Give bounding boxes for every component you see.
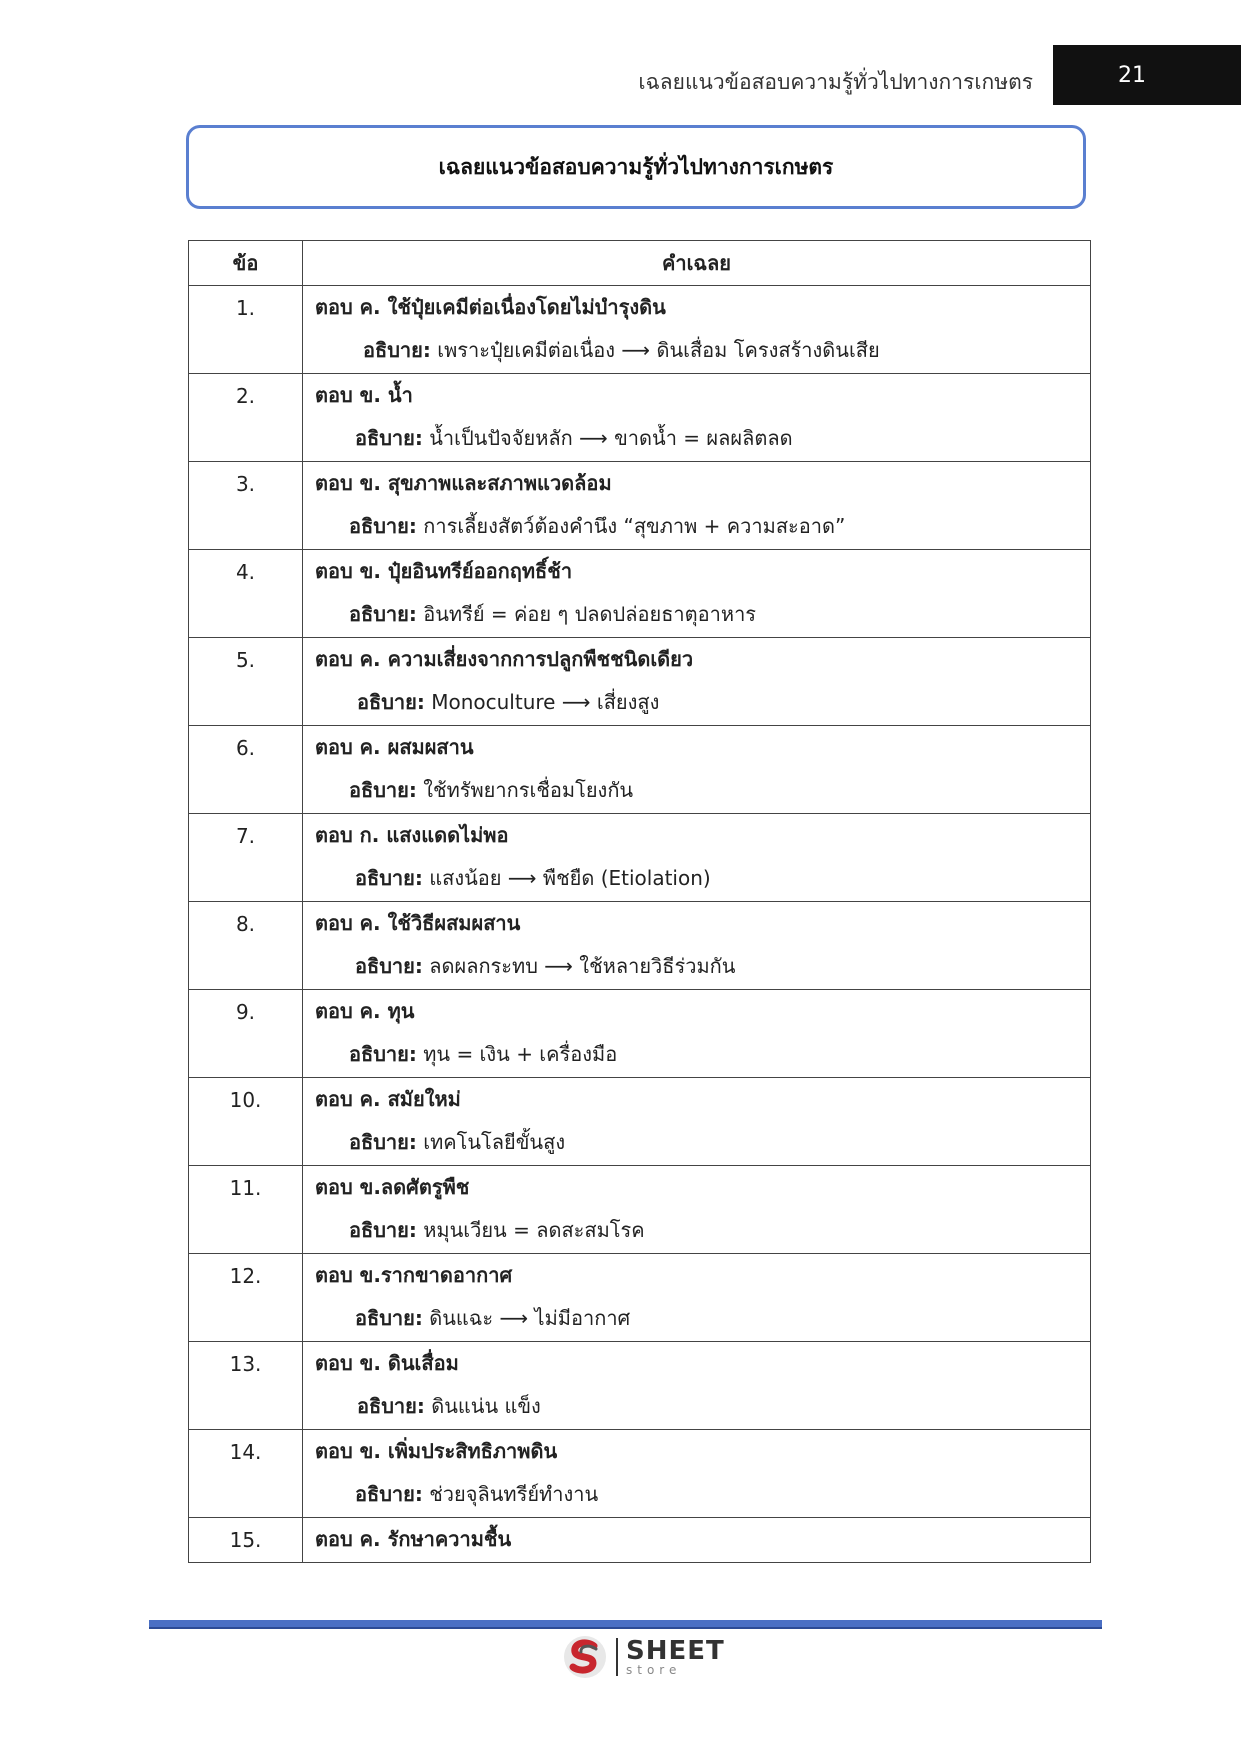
question-number: 6.	[189, 726, 303, 814]
question-number: 5.	[189, 638, 303, 726]
explanation	[315, 1386, 1090, 1426]
sheet-store-logo	[562, 1632, 725, 1682]
explanation-label: อธิบาย:	[355, 1482, 423, 1506]
answer-row	[189, 374, 1091, 462]
explanation-text: เพราะปุ๋ยเคมีต่อเนื่อง ⟶ ดินเสื่อม โครงสร้างดินเสีย	[430, 338, 880, 362]
question-number: 1.	[189, 286, 303, 374]
answer-text: ตอบ ค. ใช้วิธีผสมผสาน	[315, 911, 521, 935]
explanation-text: แสงน้อย ⟶ พืชยืด (Etiolation)	[422, 866, 711, 890]
explanation	[315, 594, 1090, 634]
explanation-text: ดินแน่น แข็ง	[424, 1394, 541, 1418]
explanation-label: อธิบาย:	[355, 954, 423, 978]
answer-cell	[303, 1518, 1091, 1563]
answer-cell	[303, 726, 1091, 814]
explanation	[315, 1122, 1090, 1162]
question-number: 12.	[189, 1254, 303, 1342]
question-number: 11.	[189, 1166, 303, 1254]
answer-table-header	[189, 241, 1091, 286]
explanation	[315, 682, 1090, 722]
answer-cell	[303, 1342, 1091, 1430]
answer-cell	[303, 286, 1091, 374]
answer-text: ตอบ ค. สมัยใหม่	[315, 1087, 461, 1111]
explanation-label: อธิบาย:	[349, 1130, 417, 1154]
answer-cell	[303, 462, 1091, 550]
explanation	[315, 1298, 1090, 1338]
explanation-label: อธิบาย:	[355, 866, 423, 890]
explanation-label: อธิบาย:	[349, 1042, 417, 1066]
column-header-answer: คำเฉลย	[303, 241, 1091, 286]
answer-text: ตอบ ข.ลดศัตรูพืช	[315, 1175, 470, 1199]
answer-cell	[303, 1430, 1091, 1518]
answer-row	[189, 1342, 1091, 1430]
question-number: 10.	[189, 1078, 303, 1166]
explanation	[315, 1474, 1090, 1514]
answer-text: ตอบ ก. แสงแดดไม่พอ	[315, 823, 509, 847]
explanation	[315, 418, 1090, 458]
question-number: 9.	[189, 990, 303, 1078]
logo-divider	[616, 1638, 618, 1676]
explanation-text: เทคโนโลยีขั้นสูง	[416, 1130, 566, 1154]
answer-cell	[303, 1166, 1091, 1254]
answer-cell	[303, 1078, 1091, 1166]
question-number: 8.	[189, 902, 303, 990]
explanation-text: ลดผลกระทบ ⟶ ใช้หลายวิธีร่วมกัน	[422, 954, 736, 978]
explanation	[315, 506, 1090, 546]
answer-text: ตอบ ค. ทุน	[315, 999, 415, 1023]
answer-row	[189, 1518, 1091, 1563]
page-number-box	[1053, 45, 1241, 105]
answer-row	[189, 1078, 1091, 1166]
explanation	[315, 1210, 1090, 1250]
explanation-label: อธิบาย:	[349, 602, 417, 626]
answer-row	[189, 990, 1091, 1078]
question-number: 3.	[189, 462, 303, 550]
answer-text: ตอบ ข. สุขภาพและสภาพแวดล้อม	[315, 471, 612, 495]
explanation	[315, 858, 1090, 898]
answer-cell	[303, 814, 1091, 902]
explanation-text: ช่วยจุลินทรีย์ทำงาน	[422, 1482, 599, 1506]
question-number: 2.	[189, 374, 303, 462]
explanation-label: อธิบาย:	[355, 426, 423, 450]
answer-text: ตอบ ค. ความเสี่ยงจากการปลูกพืชชนิดเดียว	[315, 647, 694, 671]
logo-s-icon	[562, 1634, 608, 1680]
answer-cell	[303, 638, 1091, 726]
explanation-label: อธิบาย:	[357, 1394, 425, 1418]
answer-cell	[303, 902, 1091, 990]
explanation	[315, 946, 1090, 986]
footer-rule	[149, 1620, 1102, 1629]
explanation-text: หมุนเวียน = ลดสะสมโรค	[416, 1218, 645, 1242]
answer-text: ตอบ ค. ผสมผสาน	[315, 735, 474, 759]
answer-row	[189, 1166, 1091, 1254]
explanation-text: Monoculture ⟶ เสี่ยงสูง	[424, 690, 660, 714]
explanation-label: อธิบาย:	[363, 338, 431, 362]
answer-cell	[303, 550, 1091, 638]
answer-row	[189, 814, 1091, 902]
explanation-text: การเลี้ยงสัตว์ต้องคำนึง “สุขภาพ + ความสะอาด”	[416, 514, 846, 538]
answer-table	[188, 240, 1091, 1563]
answer-text: ตอบ ข. ดินเสื่อม	[315, 1351, 459, 1375]
explanation-text: ทุน = เงิน + เครื่องมือ	[416, 1042, 618, 1066]
explanation	[315, 330, 1090, 370]
answer-text: ตอบ ข. น้ำ	[315, 383, 413, 407]
explanation-label: อธิบาย:	[357, 690, 425, 714]
explanation-label: อธิบาย:	[349, 778, 417, 802]
explanation	[315, 770, 1090, 810]
page-number: 21	[1118, 62, 1146, 88]
question-number: 7.	[189, 814, 303, 902]
section-title-box	[186, 125, 1086, 209]
answer-row	[189, 1254, 1091, 1342]
explanation	[315, 1034, 1090, 1074]
answer-row	[189, 1430, 1091, 1518]
answer-row	[189, 638, 1091, 726]
answer-row	[189, 462, 1091, 550]
question-number: 4.	[189, 550, 303, 638]
logo-text: SHEET	[626, 1636, 725, 1666]
answer-cell	[303, 374, 1091, 462]
answer-row	[189, 550, 1091, 638]
explanation-label: อธิบาย:	[355, 1306, 423, 1330]
question-number: 15.	[189, 1518, 303, 1563]
explanation-text: ดินแฉะ ⟶ ไม่มีอากาศ	[422, 1306, 631, 1330]
answer-text: ตอบ ค. รักษาความชื้น	[315, 1527, 512, 1551]
explanation-text: อินทรีย์ = ค่อย ๆ ปลดปล่อยธาตุอาหาร	[416, 602, 757, 626]
running-header-title: เฉลยแนวข้อสอบความรู้ทั่วไปทางการเกษตร	[638, 70, 1033, 94]
logo-wordmark	[626, 1638, 725, 1676]
answer-text: ตอบ ข.รากขาดอากาศ	[315, 1263, 513, 1287]
question-number: 14.	[189, 1430, 303, 1518]
explanation-label: อธิบาย:	[349, 514, 417, 538]
section-title: เฉลยแนวข้อสอบความรู้ทั่วไปทางการเกษตร	[438, 154, 834, 179]
answer-text: ตอบ ข. ปุ๋ยอินทรีย์ออกฤทธิ์ช้า	[315, 559, 573, 583]
answer-text: ตอบ ข. เพิ่มประสิทธิภาพดิน	[315, 1439, 558, 1463]
explanation-text: น้ำเป็นปัจจัยหลัก ⟶ ขาดน้ำ = ผลผลิตลด	[422, 426, 793, 450]
column-header-number: ข้อ	[189, 241, 303, 286]
answer-cell	[303, 1254, 1091, 1342]
answer-cell	[303, 990, 1091, 1078]
explanation-label: อธิบาย:	[349, 1218, 417, 1242]
answer-row	[189, 286, 1091, 374]
answer-text: ตอบ ค. ใช้ปุ๋ยเคมีต่อเนื่องโดยไม่บำรุงดิน	[315, 295, 666, 319]
explanation-text: ใช้ทรัพยากรเชื่อมโยงกัน	[416, 778, 634, 802]
question-number: 13.	[189, 1342, 303, 1430]
answer-row	[189, 726, 1091, 814]
logo-subtext: store	[626, 1663, 682, 1677]
answer-row	[189, 902, 1091, 990]
